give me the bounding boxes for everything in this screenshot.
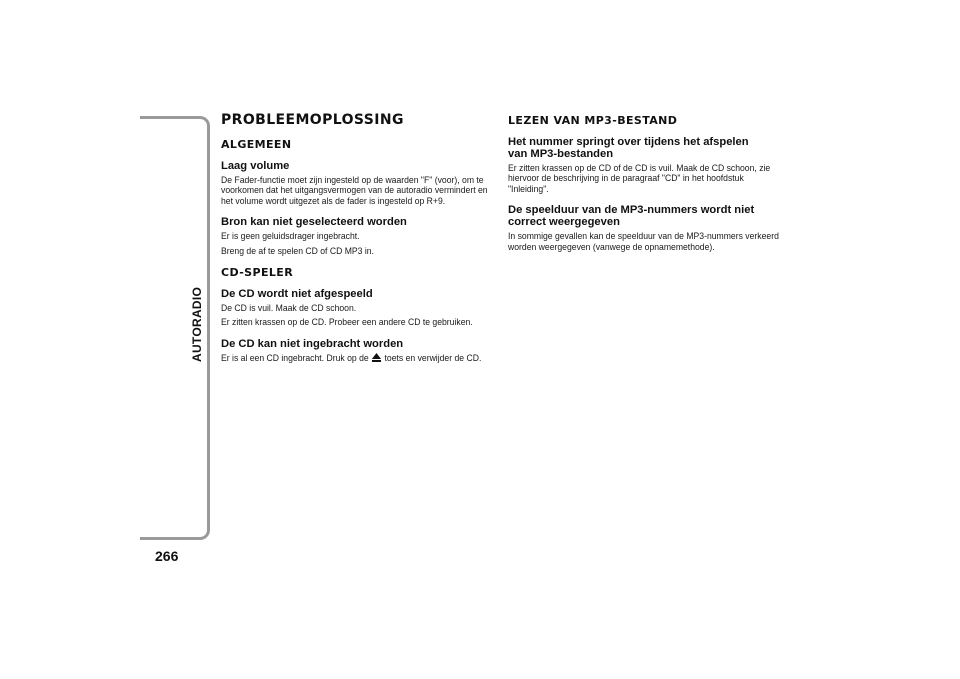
issue-heading-source-select: Bron kan niet geselecteerd worden	[221, 216, 407, 229]
section-heading-mp3: LEZEN VAN MP3-BESTAND	[508, 114, 678, 127]
issue-text-source-select-1: Er is geen geluidsdrager ingebracht.	[221, 230, 360, 242]
issue-heading-low-volume: Laag volume	[221, 160, 290, 172]
section-heading-cd-player: CD-SPELER	[221, 266, 294, 280]
issue-text-duration: In sommige gevallen kan de speelduur van de MP3-nummers verkeerd worden weergegeven (vanwege de opnamemethode).	[508, 230, 779, 252]
issue-text-cd-insert	[221, 353, 491, 363]
issue-heading-duration: De speelduur van de MP3-nummers wordt niet correct weergegeven	[508, 204, 755, 229]
issue-heading-cd-not-playing: De CD wordt niet afgespeeld	[221, 288, 373, 301]
issue-heading-track-skips: Het nummer springt over tijdens het afspelen van MP3-bestanden	[508, 136, 749, 160]
issue-text-cd-not-playing-1: De CD is vuil. Maak de CD schoon.	[221, 302, 357, 314]
issue-text-source-select-2: Breng de af te spelen CD of CD MP3 in.	[221, 244, 374, 256]
issue-text-cd-not-playing-2: Er zitten krassen op de CD. Probeer een andere CD te gebruiken.	[221, 316, 473, 328]
left-column	[221, 112, 493, 367]
page-number: 266	[155, 548, 179, 564]
issue-text-track-skips: Er zitten krassen op de CD of de CD is vuil. Maak de CD schoon, zie hiervoor de beschrijving in de paragraaf "CD" in het hoofdstuk "Inleiding".	[508, 162, 771, 194]
right-column	[508, 112, 788, 256]
issue-text-low-volume: De Fader-functie moet zijn ingesteld op de waarden "F" (voor), om te voorkomen dat het uitgangsvermogen van de autoradio vermindert en het volume wordt uitgezet als de fader is ingesteld op R+9.	[221, 174, 488, 206]
issue-heading-cd-insert: De CD kan niet ingebracht worden	[221, 337, 404, 350]
eject-icon	[372, 353, 381, 362]
chapter-side-label: AUTORADIO	[190, 286, 204, 362]
page-title: PROBLEEMOPLOSSING	[221, 112, 404, 128]
issue-text-cd-insert-after: toets en verwijder de CD.	[384, 351, 482, 363]
section-heading-general: ALGEMEEN	[221, 138, 292, 151]
issue-text-cd-insert-before: Er is al een CD ingebracht. Druk op de	[221, 351, 369, 363]
